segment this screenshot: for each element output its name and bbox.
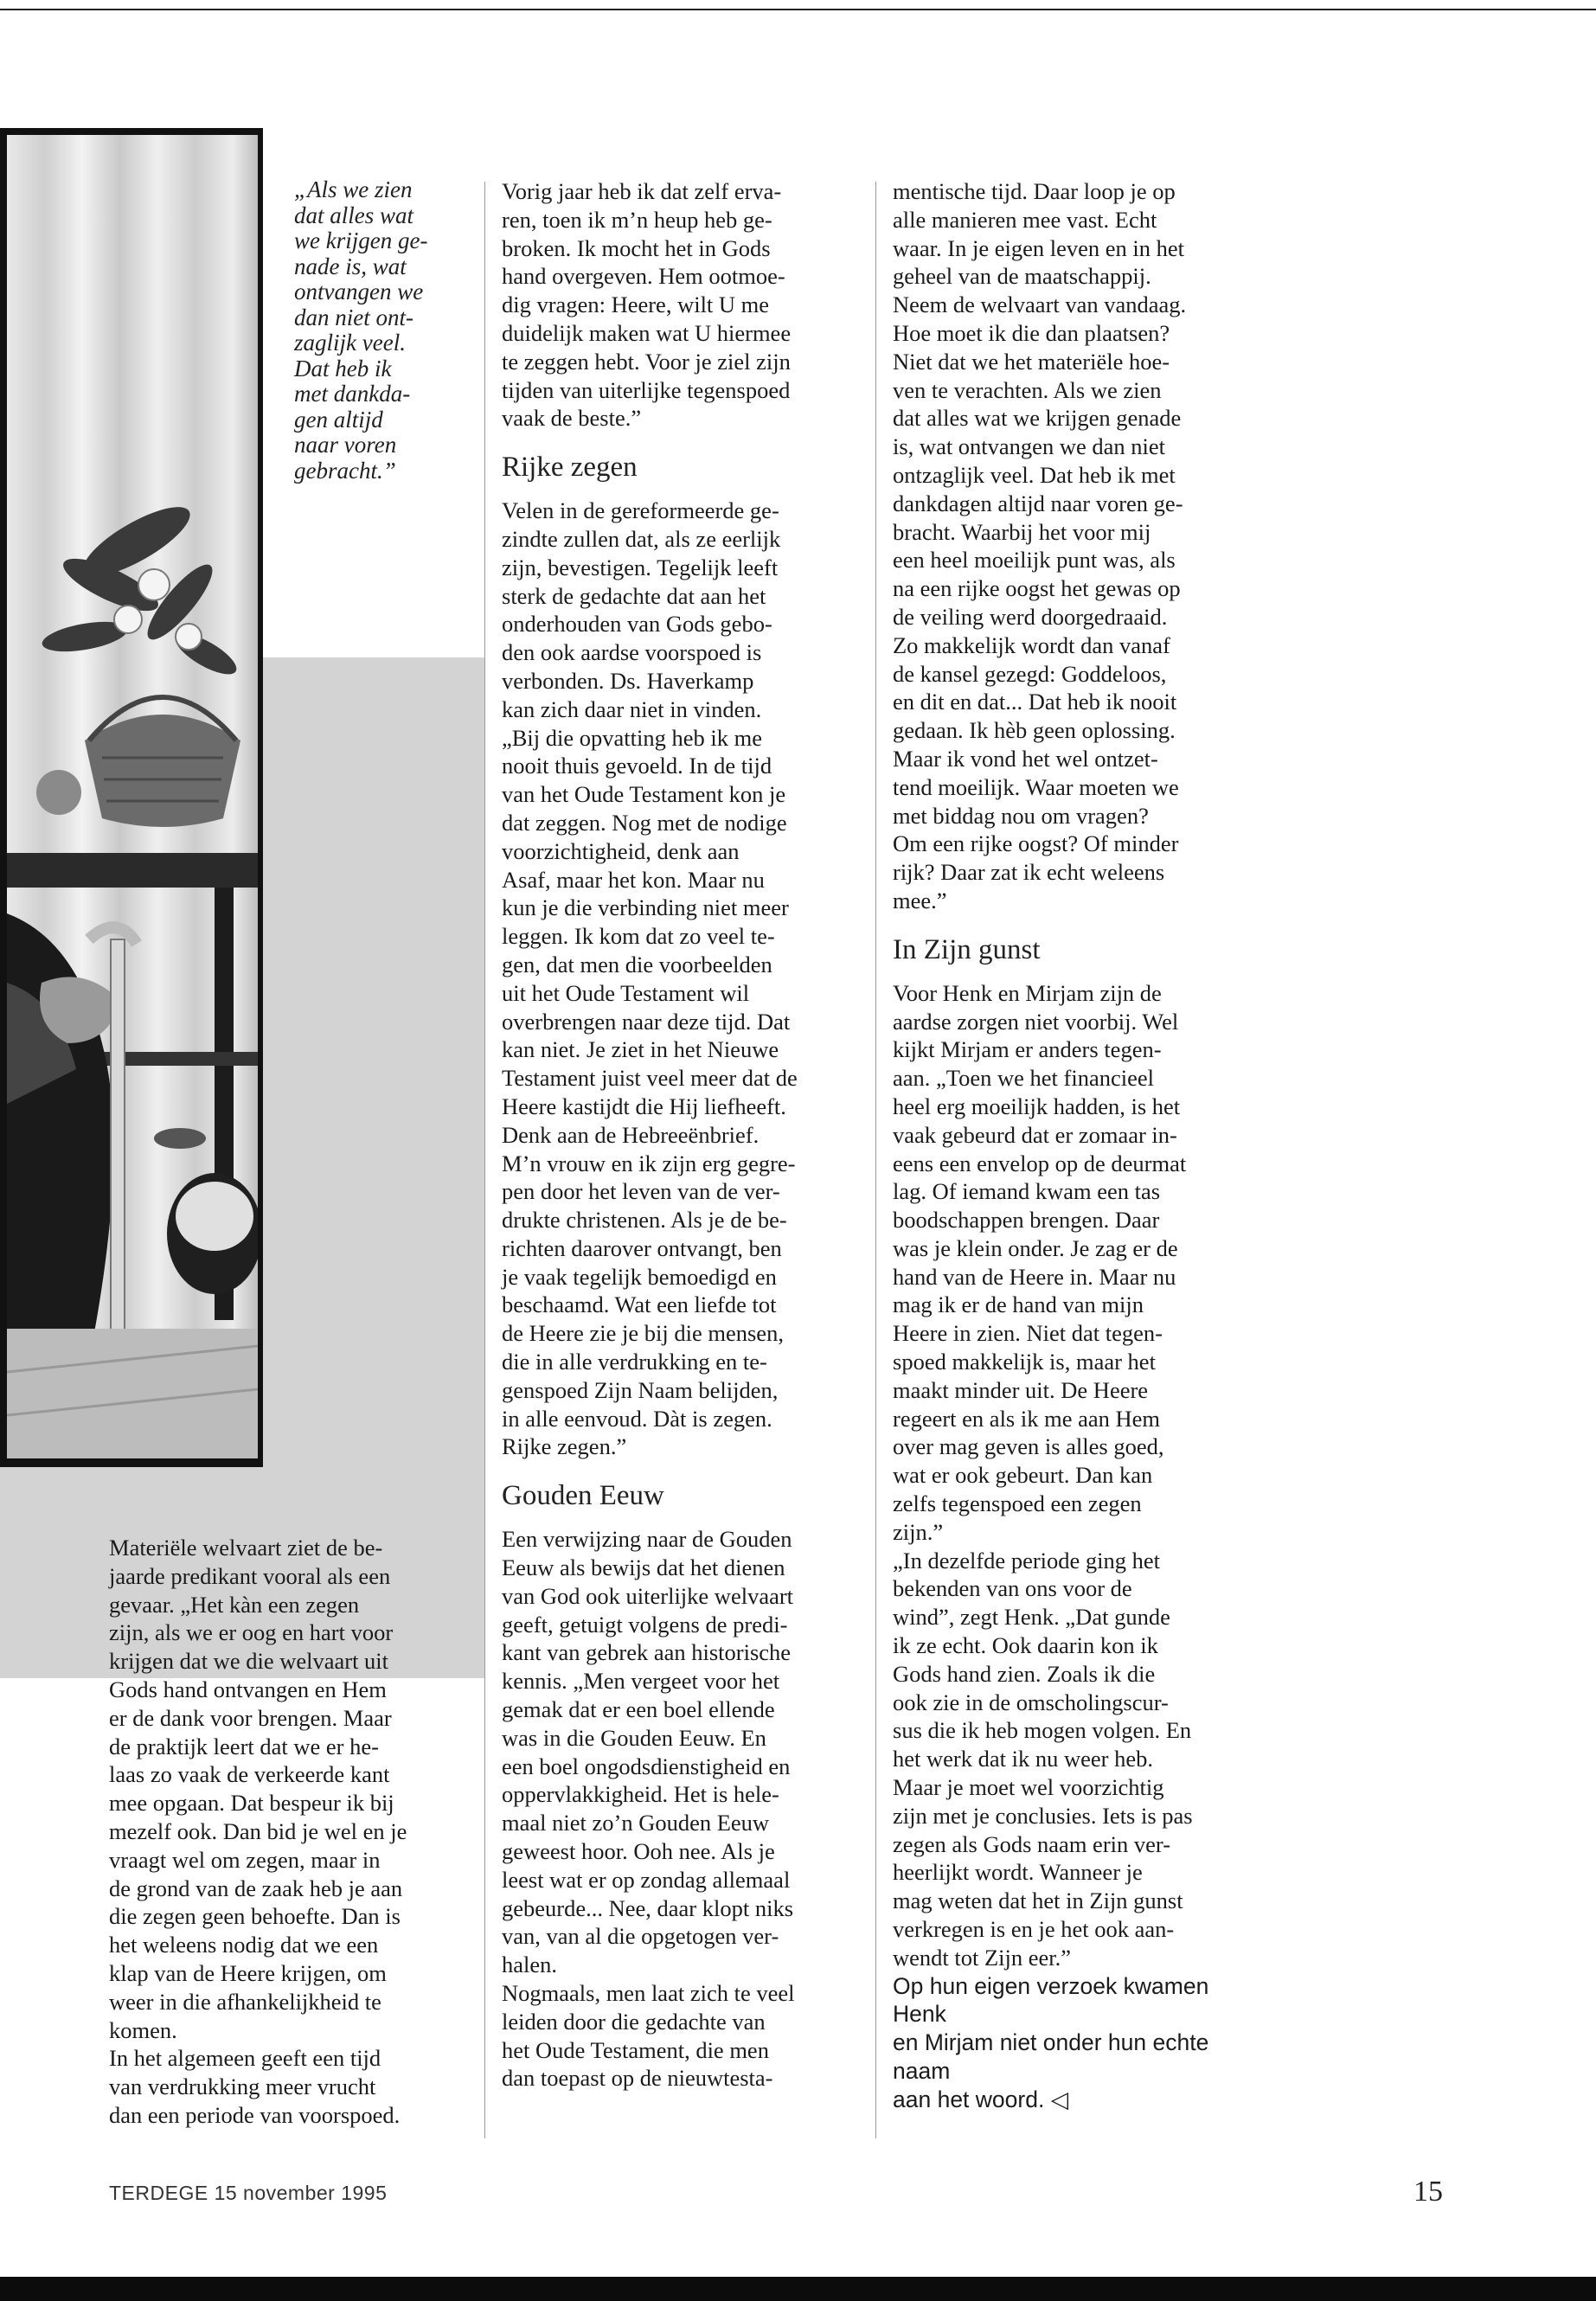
subheading-rijke-zegen: Rijke zegen <box>502 452 638 484</box>
paragraph: Voor Henk en Mirjam zijn de aardse zorgen niet voorbij. Wel kijkt Mirjam er anders tegen- aan. „Toen we het financieel heel erg moeilijk hadden, is het vaak gebeurd dat er zomaar in- eens een envelop op de deurmat lag. Of iemand kwam een tas boodschappen brengen. Daar was je klein onder. Je zag er de hand van de Heere in. Maar nu mag ik er de hand van mijn Heere in zien. Niet dat tegen- spoed makkelijk is, maar het maakt minder uit. De Heere regeert en als ik me aan Hem over mag geven is alles goed, wat er ook gebeurt. Dan kan zelfs tegenspoed een zegen zijn.” <box>893 979 1187 1545</box>
column-rule <box>484 182 485 2138</box>
page-number: 15 <box>1413 2176 1443 2208</box>
paragraph: M’n vrouw en ik zijn erg gegre- pen door het leven van de ver- drukte christenen. Als je de be- richten daarover ontvangt, ben je vaak tegelijk bemoedigd en beschaamd. Wat een liefde tot de Heere zie je bij die mensen, die in alle verdrukking en te- genspoed Zijn Naam belijden, in alle eenvoud. Dàt is zegen. Rijke zegen.” <box>502 1150 796 1460</box>
column-rule <box>875 182 876 2138</box>
subheading-in-zijn-gunst: In Zijn gunst <box>893 933 1041 965</box>
paragraph: Vorig jaar heb ik dat zelf erva- ren, toen ik m’n heup heb ge- broken. Ik mocht het in Gods hand overgeven. Hem ootmoe- dig vragen: Heere, wilt U me duidelijk maken wat U hiermee te zeggen hebt. Voor je ziel zijn tijden van uiterlijke tegenspoed vaak de beste.” <box>502 178 792 432</box>
column-3 <box>893 177 1256 2114</box>
paragraph: In het algemeen geeft een tijd van verdrukking meer vrucht dan een periode van voorspoed. <box>109 2045 401 2128</box>
photo-frame <box>0 128 263 1467</box>
bottom-bar <box>0 2277 1596 2301</box>
column-2 <box>502 177 861 2093</box>
top-rule <box>0 9 1596 10</box>
pull-quote: „Als we zien dat alles wat we krijgen ge- nade is, wat ontvangen we dan niet ont- zaglijk veel. Dat heb ik met dankda- gen altijd naar voren gebracht.” <box>294 176 428 484</box>
subheading-gouden-eeuw: Gouden Eeuw <box>502 1480 664 1512</box>
paragraph: Velen in de gereformeerde ge- zindte zullen dat, als ze eerlijk zijn, bevestigen. Tegelijk leeft sterk de gedachte dat aan het onderhouden van Gods gebo- den ook aardse voorspoed is verbonden. Ds. Haverkamp kan zich daar niet in vinden. „Bij die opvatting heb ik me nooit thuis gevoeld. In de tijd van het Oude Testament kon je dat zeggen. Nog met de nodige voorzichtigheid, denk aan Asaf, maar het kon. Maar nu kun je die verbinding niet meer leggen. Ik kom dat zo veel te- gen, dat men die voorbeelden uit het Oude Testament wil overbrengen naar deze tijd. Dat kan niet. Je ziet in het Nieuwe Testament juist veel meer dat de Heere kastijdt die Hij liefheeft. Denk aan de Hebreeënbrief. <box>502 497 798 1148</box>
paragraph: „In dezelfde periode ging het bekenden van ons voor de wind”, zegt Henk. „Dat gunde ik ze echt. Ook daarin kon ik Gods hand zien. Zoals ik die ook zie in de omscholingscur- sus die ik heb mogen volgen. En het werk dat ik nu weer heb. Maar je moet wel voorzichtig zijn met je conclusies. Iets is pas zegen als Gods naam erin ver- heerlijkt wordt. Wanneer je mag weten dat het in Zijn gunst verkregen is en je het ook aan- wendt tot Zijn eer.” <box>893 1547 1193 1971</box>
paragraph: Materiële welvaart ziet de be- jaarde predikant vooral als een gevaar. „Het kàn een zegen zijn, als we er oog en hart voor krijgen dat we die welvaart uit Gods hand ontvangen en Hem er de dank voor brengen. Maar de praktijk leert dat we er he- laas zo vaak de verkeerde kant mee opgaan. Dat bespeur ik bij mezelf ook. Dan bid je wel en je vraagt wel om zegen, maar in de grond van de zaak heb je aan die zegen geen behoefte. Dan is het weleens nodig dat we een klap van de Heere krijgen, om weer in die afhankelijkheid te komen. <box>109 1535 407 2043</box>
paragraph: Nogmaals, men laat zich te veel leiden door die gedachte van het Oude Testament, die men dan toepast op de nieuwtesta- <box>502 1980 795 2092</box>
paragraph: Een verwijzing naar de Gouden Eeuw als bewijs dat het dienen van God ook uiterlijke welvaart geeft, getuigt volgens de predi- kant van gebrek aan historische kennis. „Men vergeet voor het gemak dat er een boel ellende was in die Gouden Eeuw. En een boel ongodsdienstigheid en oppervlakkigheid. Het is hele- maal niet zo’n Gouden Eeuw geweest hoor. Ooh nee. Als je leest wat er op zondag allemaal gebeurde... Nee, daar klopt niks van, van al die opgetogen ver- halen. <box>502 1526 794 1978</box>
paragraph: mentische tijd. Daar loop je op alle manieren mee vast. Echt waar. In je eigen leven en in het geheel van de maatschappij. Neem de welvaart van vandaag. Hoe moet ik die dan plaatsen? Niet dat we het materiële hoe- ven te verachten. Als we zien dat alles wat we krijgen genade is, wat ontvangen we dan niet ontzaglijk veel. Dat heb ik met dankdagen altijd naar voren ge- bracht. Waarbij het voor mij een heel moeilijk punt was, als na een rijke oogst het gewas op de veiling werd doorgedraaid. Zo makkelijk wordt dan vanaf de kansel gezegd: Goddeloos, en dit en dat... Dat heb ik nooit gedaan. Ik hèb geen oplossing. Maar ik vond het wel ontzet- tend moeilijk. Waar moeten we met biddag nou om vragen? Om een rijke oogst? Of minder rijk? Daar zat ik echt weleens mee.” <box>893 178 1187 913</box>
photo-elderly-man-with-cane <box>7 135 258 1458</box>
author-note: Op hun eigen verzoek kwamen Henk en Mirjam niet onder hun echte naam aan het woord. ◁ <box>893 1972 1209 2112</box>
column-1 <box>109 1534 481 2130</box>
footer-publication: TERDEGE 15 november 1995 <box>109 2182 388 2204</box>
